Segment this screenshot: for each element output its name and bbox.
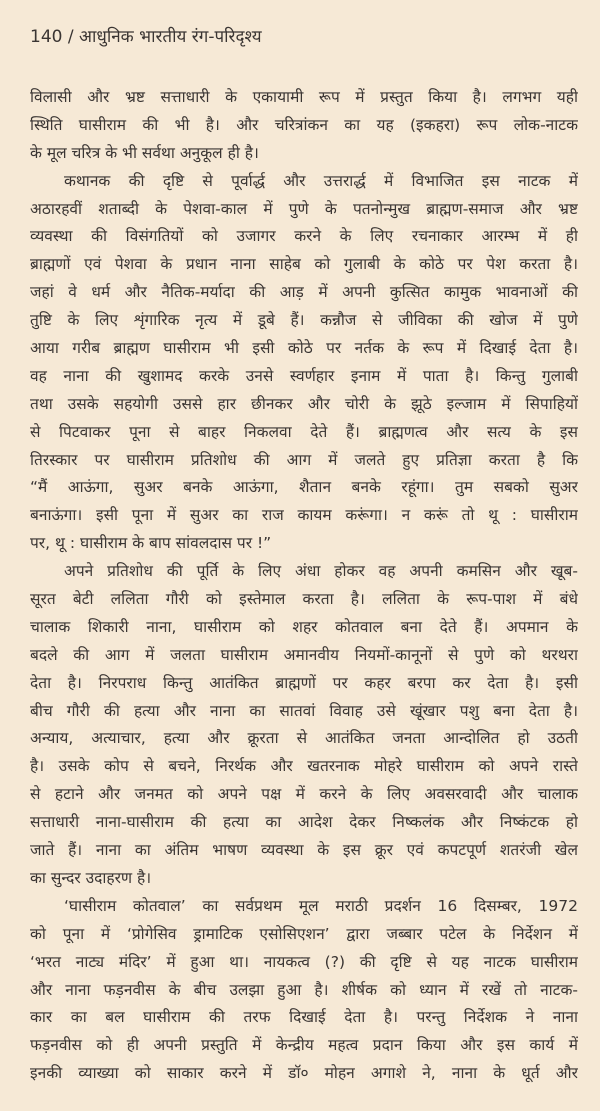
text-line: से पिटवाकर पूना से बाहर निकलवा देते हैं। ब्राह्मणत्व और सत्य के इस — [30, 422, 578, 441]
text-line: सूरत बेटी ललिता गौरी को इस्तेमाल करता है। ललिता के रूप-पाश में बंधे — [30, 590, 578, 609]
text-line: तिरस्कार पर घासीराम प्रतिशोध की आग में जलते हुए प्रतिज्ञा करता है कि — [30, 450, 578, 469]
text-line: देता है। निरपराध किन्तु आतंकित ब्राह्मणों पर कहर बरपा कर देता है। इसी — [30, 673, 578, 692]
text-line: तुष्टि के लिए शृंगारिक नृत्य में डूबे हैं। कन्नौज से जीविका की खोज में पुणे — [30, 311, 578, 330]
text-line: विलासी और भ्रष्ट सत्ताधारी के एकायामी रूप में प्रस्तुत किया है। लगभग यही — [30, 88, 578, 106]
page-body-text — [30, 84, 578, 1088]
header-separator: / — [67, 27, 74, 47]
text-line: ‘घासीराम कोतवाल’ का सर्वप्रथम मूल मराठी प्रदर्शन 16 दिसम्बर, 1972 — [64, 896, 578, 915]
paragraph — [30, 168, 578, 558]
text-line: जहां वे धर्म और नैतिक-मर्यादा की आड़ में अपनी कुत्सित कामुक भावनाओं की — [30, 283, 578, 302]
paragraph — [30, 84, 578, 168]
text-line: है। उसके कोप से बचने, निरर्थक और खतरनाक मोहरे घासीराम को अपने रास्ते — [30, 757, 578, 776]
text-line: से हटाने और जनमत को अपने पक्ष में करने के लिए अवसरवादी और चालाक — [30, 785, 578, 804]
text-line: स्थिति घासीराम की भी है। और चरित्रांकन का यह (इकहरा) रूप लोक-नाटक — [30, 115, 578, 134]
paragraph — [30, 558, 578, 893]
book-title: आधुनिक भारतीय रंग-परिदृश्य — [79, 27, 262, 47]
page-number: 140 — [30, 27, 63, 47]
text-line: बीच गौरी की हत्या और नाना का सातवां विवाह उसे खूंखार पशु बना देता है। — [30, 701, 578, 720]
text-line: कार का बल घासीराम की तरफ दिखाई देता है। परन्तु निर्देशक ने नाना — [30, 1008, 578, 1027]
text-line: का सुन्दर उदाहरण है। — [30, 868, 152, 887]
text-line: ‘भरत नाट्य मंदिर’ में हुआ था। नायकत्व (?) की दृष्टि से यह नाटक घासीराम — [30, 952, 578, 971]
text-line: सत्ताधारी नाना-घासीराम की हत्या का आदेश देकर निष्कलंक और निष्कंटक हो — [30, 813, 578, 832]
text-line: फड़नवीस को ही अपनी प्रस्तुति में केन्द्रीय महत्व प्रदान किया और इस कार्य में — [30, 1036, 578, 1055]
text-line: के मूल चरित्र के भी सर्वथा अनुकूल ही है। — [30, 143, 259, 162]
text-line: अपने प्रतिशोध की पूर्ति के लिए अंधा होकर वह अपनी कमसिन और खूब- — [64, 562, 578, 581]
text-line: पर, थू : घासीराम के बाप सांवलदास पर !” — [30, 534, 272, 553]
running-header — [30, 24, 262, 47]
text-line: बनाऊंगा। इसी पूना में सुअर का राज कायम करूंगा। न करूं तो थू : घासीराम — [30, 506, 578, 525]
text-line: कथानक की दृष्टि से पूर्वार्द्ध और उत्तरार्द्ध में विभाजित इस नाटक में — [64, 171, 578, 190]
text-line: “मैं आऊंगा, सुअर बनके आऊंगा, शैतान बनके रहूंगा। तुम सबको सुअर — [30, 478, 578, 497]
text-line: अठारहवीं शताब्दी के पेशवा-काल में पुणे के पतनोन्मुख ब्राह्मण-समाज और भ्रष्ट — [30, 199, 578, 218]
text-line: वह नाना की खुशामद करके उनसे स्वर्णहार इनाम में पाता है। किन्तु गुलाबी — [30, 366, 578, 385]
text-line: तथा उसके सहयोगी उससे हार छीनकर और चोरी के झूठे इल्जाम में सिपाहियों — [30, 394, 578, 413]
text-line: चालाक शिकारी नाना, घासीराम को शहर कोतवाल बना देते हैं। अपमान के — [30, 617, 578, 636]
text-line: को पूना में ‘प्रोगेसिव ड्रामाटिक एसोसिएशन’ द्वारा जब्बार पटेल के निर्देशन में — [30, 924, 578, 943]
text-line: व्यवस्था की विसंगतियों को उजागर करने के लिए रचनाकार आरम्भ में ही — [30, 227, 578, 246]
text-line: ब्राह्मणों एवं पेशवा के प्रधान नाना साहेब को गुलाबी के कोठे पर पेश करता है। — [30, 255, 578, 274]
text-line: इनकी व्याख्या को साकार करने में डॉ० मोहन अगाशे ने, नाना के धूर्त और — [30, 1064, 578, 1083]
paragraph — [30, 893, 578, 1088]
text-line: आया गरीब ब्राह्मण घासीराम भी इसी कोठे पर नर्तक के रूप में दिखाई देता है। — [30, 339, 578, 358]
text-line: और नाना फड़नवीस के बीच उलझा हुआ है। शीर्षक को ध्यान में रखें तो नाटक- — [30, 980, 578, 999]
text-line: जाते हैं। नाना का अंतिम भाषण व्यवस्था के इस क्रूर एवं कपटपूर्ण शतरंजी खेल — [30, 841, 578, 860]
text-line: बदले की आग में जलता घासीराम अमानवीय नियमों-कानूनों से पुणे को थरथरा — [30, 645, 578, 664]
text-line: अन्याय, अत्याचार, हत्या और क्रूरता से आतंकित जनता आन्दोलित हो उठती — [30, 729, 578, 748]
